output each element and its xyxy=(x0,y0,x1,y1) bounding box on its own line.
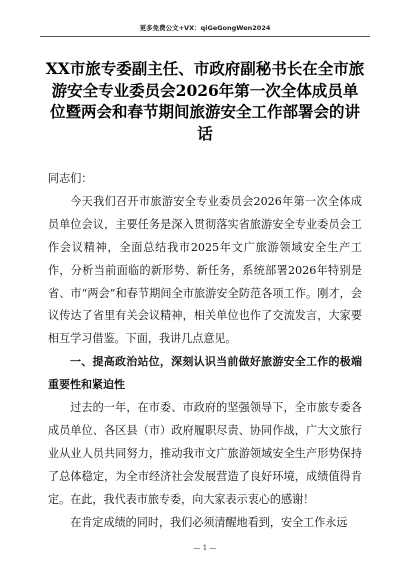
paragraph: 今天我们召开市旅游安全专业委员会2026年第一次全体成员单位会议，主要任务是深入贯彻落实省旅游安全专业委员会工作会议精神，全面总结我市2025年文广旅游领域安全生产工作，分析当前面临的新形势、新任务，系统部署2026年特别是省、市“两会”和春节期间全市旅游安全防范各项工作。刚才，会议传达了省里有关会议精神，相关单位也作了交流发言，大家要相互学习借鉴。下面，我讲几点意见。 xyxy=(48,194,362,346)
section-heading: 一、提高政治站位，深刻认识当前做好旅游安全工作的极端重要性和紧迫性 xyxy=(48,355,362,392)
salutation: 同志们： xyxy=(48,172,93,185)
document-body xyxy=(48,168,362,535)
paragraph: 在肯定成绩的同时，我们必须清醒地看到，安全工作永远 xyxy=(70,515,348,529)
header-divider xyxy=(40,36,370,37)
paragraph: 过去的一年，在市委、市政府的坚强领导下，全市旅专委各成员单位、各区县（市）政府履职尽责、协同作战，广大文旅行业从业人员共同努力，推动我市文广旅游领域安全生产形势保持了总体稳定，为全市经济社会发展营造了良好环境，成绩值得肯定。在此，我代表市旅专委，向大家表示衷心的感谢！ xyxy=(48,401,362,506)
document-title: XX市旅专委副主任、市政府副秘书长在全市旅游安全专业委员会2026年第一次全体成员单位暨两会和春节期间旅游安全工作部署会的讲话 xyxy=(45,59,365,143)
header-banner: 更多免费公文+VX：qiGeGongWen2024 xyxy=(139,24,271,32)
page-number: — 1 — xyxy=(193,544,217,552)
